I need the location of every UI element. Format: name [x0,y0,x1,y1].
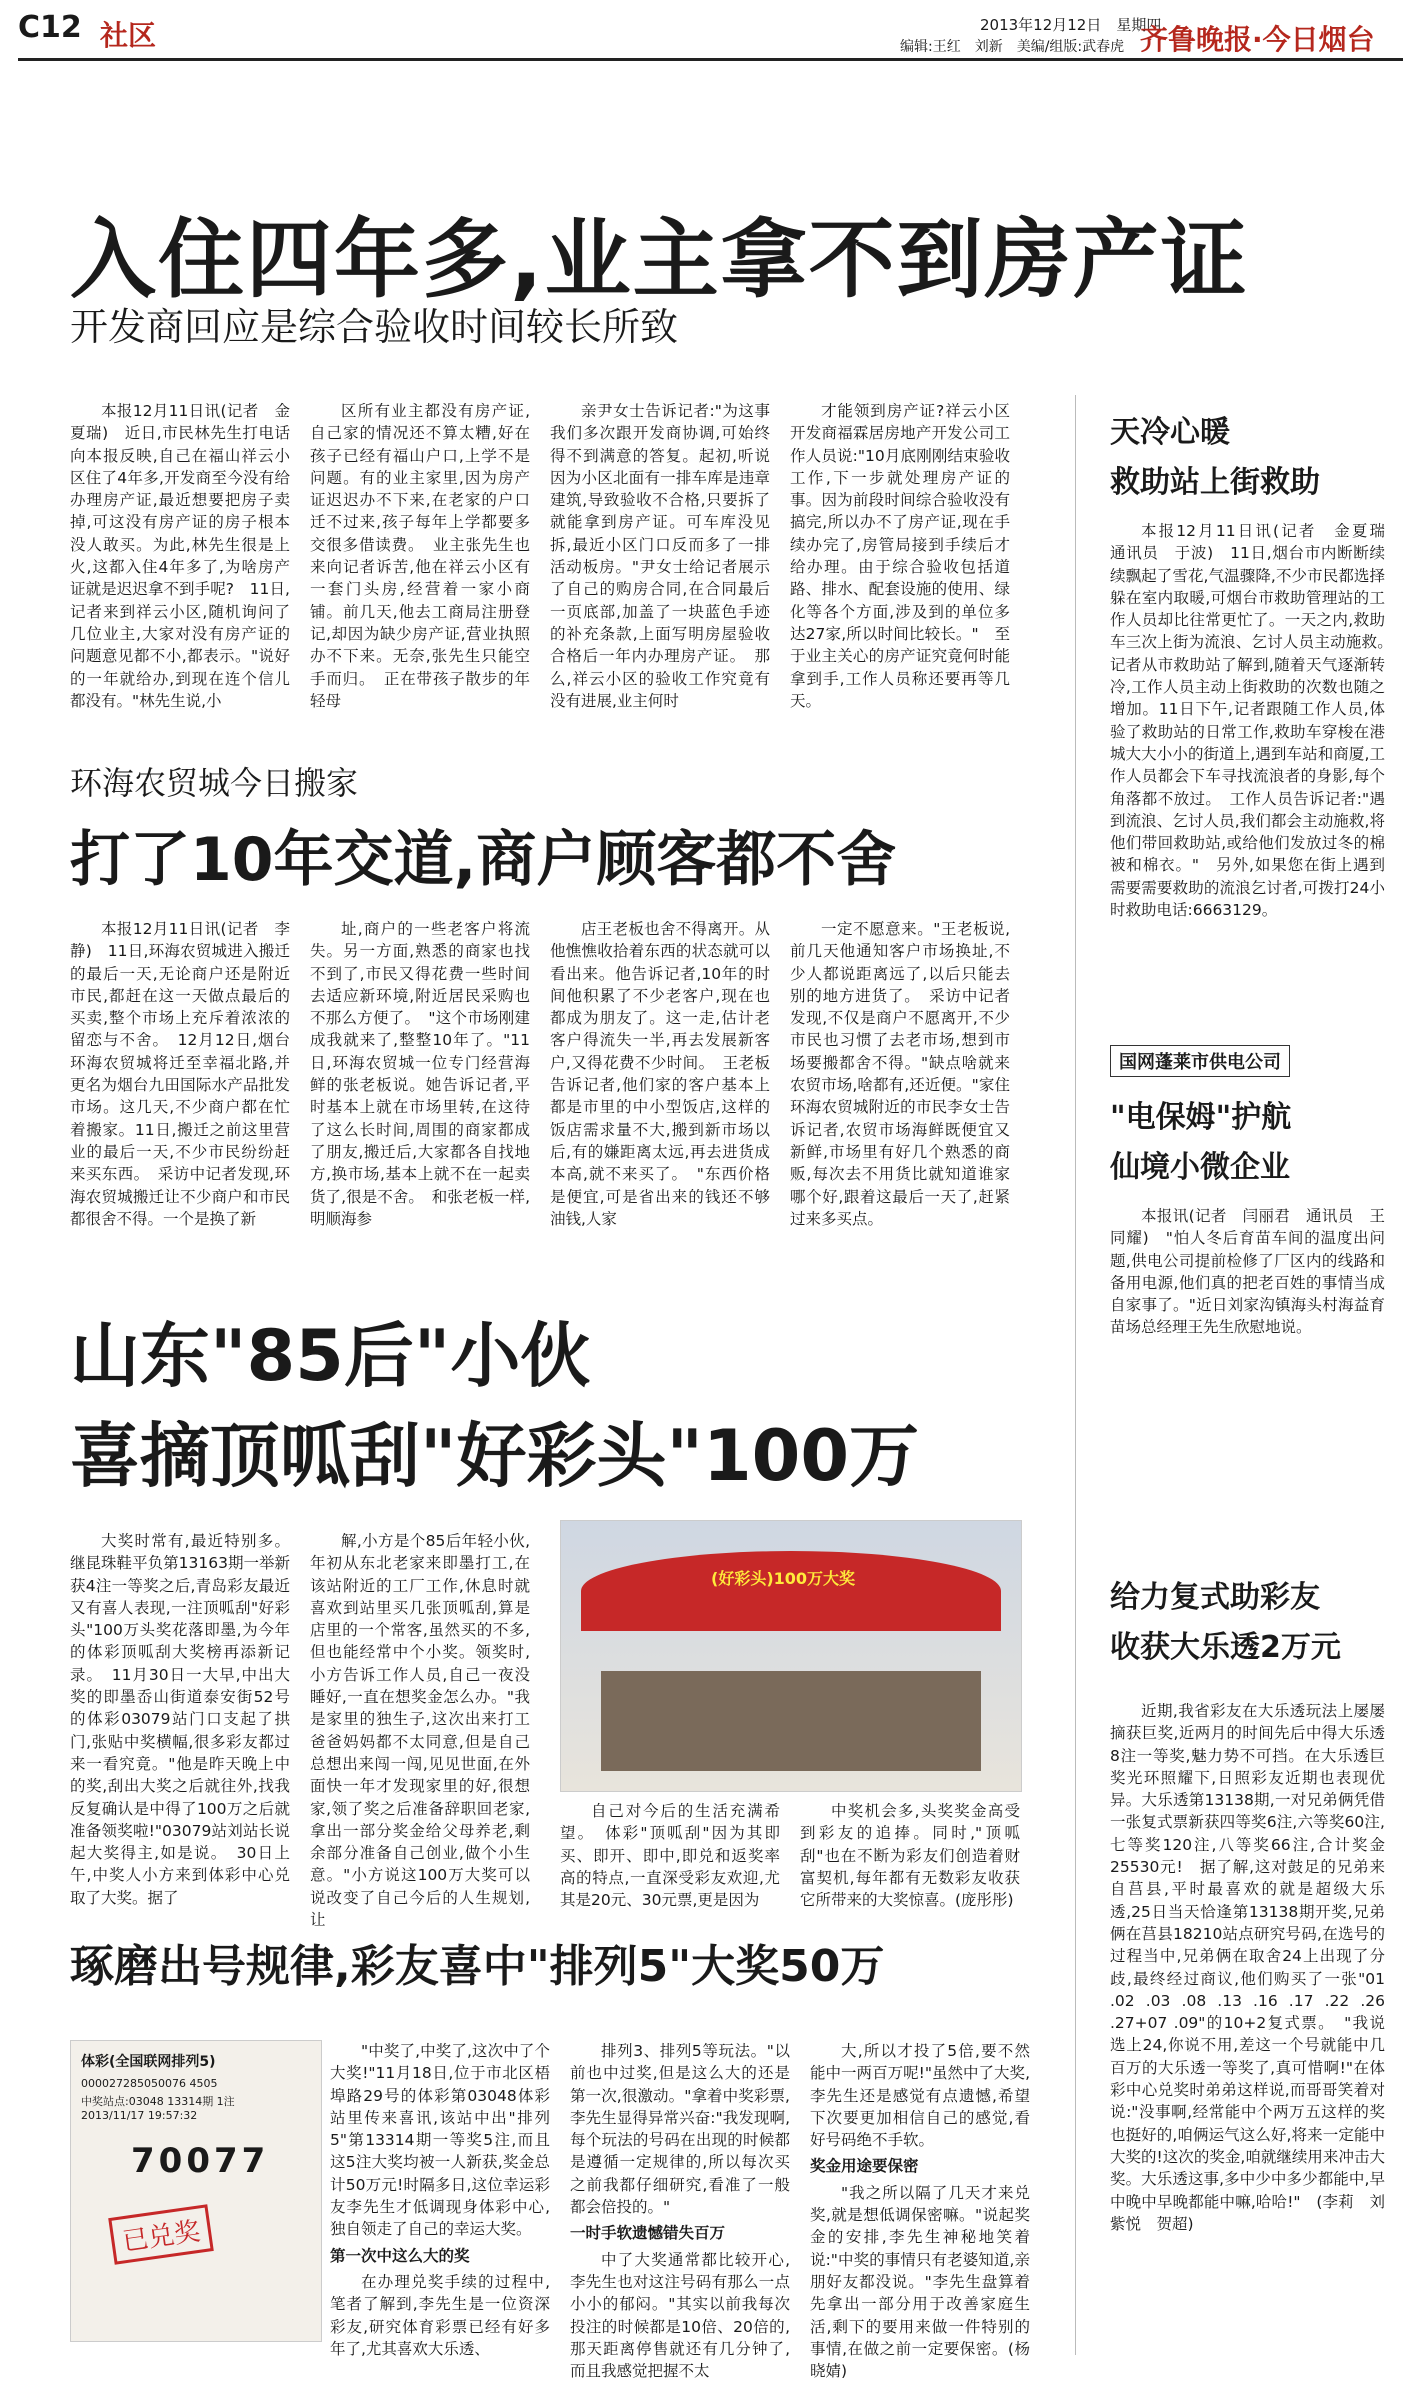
article2-headline: 打了10年交道,商户顾客都不舍 [70,825,897,895]
side1-title-1: 天冷心暖 [1110,415,1230,450]
editors-credit: 编辑:王红 刘新 美编/组版:武春虎 [900,39,1125,55]
article1-col2: 区所有业主都没有房产证,自己家的情况还不算太糟,好在孩子已经有福山户口,上学不是问题。有的业主家里,因为房产证迟迟办不下来,在老家的户口迁不过来,孩子每年上学都要多交很多借读费。 业主张先生也来向记者诉苦,他在祥云小区有一套门头房,经营着一家小商铺。前几天,他去工商局注册登记,却因为缺少房产证,营业执照办不下来。无奈,张先生只能空手而归。 正在带孩子散步的年轻母 [310,402,530,710]
article4-headline: 琢磨出号规律,彩友喜中"排列5"大奖50万 [70,1941,885,1992]
arch-banner-text: (好彩头)100万大奖 [711,1569,856,1588]
side1-body: 本报12月11日讯(记者 金夏瑞 通讯员 于波) 11日,烟台市内断断续续飘起了雪花,气温骤降,不少市民都选择躲在室内取暖,可烟台市救助管理站的工作人员却比往常更忙了。一天之内,救助车三次上街为流浪、乞讨人员主动施救。 记者从市救助站了解到,随着天气逐渐转冷,工作人员主动上街救助的次数也随之增加。11日下午,记者跟随工作人员,体验了救助站的日常工作,救助车穿梭在港城大大小小的街道上,遇到车站和商厦,工作人员都会下车寻找流浪者的身影,每个角落都不放过。 工作人员告诉记者:"遇到流浪、乞讨人员,我们都会主动施救,将他们带回救助站,或给他们发放过冬的棉被和棉衣。" 另外,如果您在街上遇到需要需要救助的流浪乞讨者,可拨打24小时救助电话:6663129。 [1110,522,1401,920]
lottery-ticket-photo [70,2040,322,2342]
article4-col1: "中奖了,中奖了,这次中了个大奖!"11月18日,位于市北区梧埠路29号的体彩第03048体彩站里传来喜讯,该站中出"排列5"第13314期一等奖5注,而且这5注大奖均被一人新获,奖金总计50万元!时隔多日,这位幸运彩友李先生才低调现身体彩中心,独自领走了自己的幸运大奖。 第一次中这么大的奖 在办理兑奖手续的过程中,笔者了解到,李先生是一位资深彩友,研究体育彩票已经有好多年了,尤其喜欢大乐透、 [330,2042,550,2358]
ticket-header: 体彩(全国联网排列5) [81,2054,216,2070]
side1-title-2: 救助站上街救助 [1110,465,1320,500]
sidebar-divider [1075,395,1076,2355]
side3-title-2: 收获大乐透2万元 [1110,1630,1341,1665]
article3-col4: 中奖机会多,头奖奖金高受到彩友的追捧。同时,"顶呱刮"也在不断为彩友们创造着财富契机,每年都有无数彩友收获它所带来的大奖惊喜。(庞彤彤) [800,1802,1020,1910]
article1-col1: 本报12月11日讯(记者 金夏瑞) 近日,市民林先生打电话向本报反映,自己在福山祥云小区住了4年多,开发商至今没有给办理房产证,最近想要把房子卖掉,可这没有房产证的房子根本没人敢买。为此,林先生很是上火,这都入住4年多了,为啥房产证就是迟迟拿不到手呢? 11日,记者来到祥云小区,随机询问了几位业主,大家对没有房产证的问题意见都不小,都表示。"说好的一年就给办,到现在连个信儿都没有。"林先生说,小 [70,402,290,710]
lottery-shop-photo [560,1520,1022,1792]
article3-col2: 解,小方是个85后年轻小伙,年初从东北老家来即墨打工,在该站附近的工厂工作,休息时就喜欢到站里买几张顶呱刮,算是店里的一个常客,虽然买的不多,但也能经常中个小奖。领奖时,小方告诉工作人员,自己一夜没睡好,一直在想奖金怎么办。"我是家里的独生子,这次出来打工爸爸妈妈都不太同意,但是自己总想出来闯一闯,见见世面,在外面快一年才发现家里的好,很想家,领了奖之后准备辞职回老家,拿出一部分奖金给父母养老,剩余部分准备自己创业,做个小生意。"小方说这100万大奖可以说改变了自己今后的人生规划,让 [310,1532,530,1930]
ticket-line-1: 000027285050076 4505 [81,2077,218,2090]
article4-col2: 排列3、排列5等玩法。"以前也中过奖,但是这么大的还是第一次,很激动。"拿着中奖彩票,李先生显得异常兴奋:"我发现啊,每个玩法的号码在出现的时候都是遵循一定规律的,所以每次买之前我都仔细研究,看准了一般都会倍投的。" 一时手软遗憾错失百万 中了大奖通常都比较开心,李先生也对这注号码有那么一点小小的郁闷。"其实以前我每次投注的时候都是10倍、20倍的,那天距离停售就还有几分钟了,而且我感觉把握不太 [570,2042,790,2381]
section-name: 社区 [100,19,157,52]
side3-body: 近期,我省彩友在大乐透玩法上屡屡摘获巨奖,近两月的时间先后中得大乐透8注一等奖,魅力势不可挡。在大乐透巨奖光环照耀下,日照彩友近期也表现优异。大乐透第13138期,一对兄弟俩凭借一张复式票新获四等奖6注,六等奖60注,七等奖120注,八等奖66注,合计奖金25530元! 据了解,这对鼓足的兄弟来自莒县,平时最喜欢的就是超级大乐透,25日当天恰逢第13138期开奖,兄弟俩在莒县18210站点研究号码,在选号的过程当中,兄弟俩在取舍24上出现了分歧,最终经过商议,他们购买了一张"01 .02 .03 .08 .13 .16 .17 .22 .26 .27+07 .09"的10+2复式票。 "我说选上24,你说不用,差这一个号就能中几百万的大乐透一等奖了,真可惜啊!"在体彩中心兑奖时弟弟这样说,而哥哥笑着对说:"没事啊,经常能中个两万五这样的奖也挺好的,咱俩运气这么好,将来一定能中大奖的!这次的奖金,咱就继续用来冲击大奖。大乐透这事,多中少中多少都能中,早中晚中早晚都能中嘛,哈哈!" (李莉 刘紫悦 贺超) [1110,1702,1385,2233]
article4-col3: 大,所以才投了5倍,要不然能中一两百万呢!"虽然中了大奖,李先生还是感觉有点遗憾,希望下次要更加相信自己的感觉,看好号码绝不手软。 奖金用途要保密 "我之所以隔了几天才来兑奖,就是想低调保密嘛。"说起奖金的安排,李先生神秘地笑着说:"中奖的事情只有老婆知道,亲朋好友都没说。"李先生盘算着先拿出一部分用于改善家庭生活,剩下的要用来做一件特别的事情,在做之前一定要保密。(杨晓婧) [810,2042,1030,2381]
ticket-numbers: 70077 [131,2141,270,2181]
redeemed-stamp: 已兑奖 [108,2204,214,2264]
shop-front [601,1671,981,1771]
ticket-line-2: 中奖站点:03048 13314期 1注 [81,2095,235,2108]
article3-col3: 自己对今后的生活充满希望。 体彩"顶呱刮"因为其即买、即开、即中,即兑和返奖率高的特点,一直深受彩友欢迎,尤其是20元、30元票,更是因为 [560,1802,780,1910]
article1-headline: 入住四年多,业主拿不到房产证 [70,210,1249,310]
article4-subhead-2: 一时手软遗憾错失百万 [570,2224,726,2243]
article2-col4: 一定不愿意来。"王老板说,前几天他通知客户市场换址,不少人都说距离远了,以后只能去别的地方进货了。 采访中记者发现,不仅是商户不愿离开,不少市民也习惯了去老市场,想到市场要搬都舍不得。"缺点啥就来农贸市场,啥都有,还近便。"家住环海农贸城附近的市民李女士告诉记者,农贸市场海鲜既便宜又新鲜,市场里有好几个熟悉的商贩,每次去不用货比就知道谁家哪个好,跟着这最后一天了,赶紧过来多买点。 [790,920,1010,1228]
issue-date: 2013年12月12日 星期四 [980,16,1162,34]
article3-headline-line1: 山东"85后"小伙 [70,1315,591,1397]
article1-col4: 才能领到房产证?祥云小区开发商福霖居房地产开发公司工作人员说:"10月底刚刚结束验收工作,下一步就处理房产证的事。因为前段时间综合验收没有搞完,所以办不了房产证,现在手续办完了,房管局接到手续后才给办理。由于综合验收包括道路、排水、配套设施的使用、绿化等各个方面,涉及到的单位多达27家,所以时间比较长。" 至于业主关心的房产证究竟何时能拿到手,工作人员称还要再等几天。 [790,402,1010,710]
page-number: C12 [18,10,82,45]
article2-col3: 店王老板也舍不得离开。从他憔憔收拾着东西的状态就可以看出来。他告诉记者,10年的时间他积累了不少老客户,现在也都成为朋友了。这一走,估计老客户得流失一半,再去发展新客户,又得花费不少时间。 王老板告诉记者,他们家的客户基本上都是市里的中小型饭店,这样的饭店需求量不大,搬到新市场以后,有的嫌距离太远,再去进货成本高,就不来买了。 "东西价格是便宜,可是省出来的钱还不够油钱,人家 [550,920,770,1228]
article3-headline-line2: 喜摘顶呱刮"好彩头"100万 [70,1415,920,1497]
side3-title-1: 给力复式助彩友 [1110,1580,1320,1615]
masthead-rule [18,58,1403,61]
article4-subhead-3: 奖金用途要保密 [810,2157,919,2176]
article4-subhead-1: 第一次中这么大的奖 [330,2246,470,2265]
side2-title-1: "电保姆"护航 [1110,1100,1292,1135]
inflatable-arch [581,1551,1001,1631]
side2-title-2: 仙境小微企业 [1110,1150,1290,1185]
article3-col1: 大奖时常有,最近特别多。继昆珠鞋平负第13163期一举新获4注一等奖之后,青岛彩友最近又有喜人表现,一注顶呱刮"好彩头"100万头奖花落即墨,为今年的体彩顶呱刮大奖榜再添新记录。 11月30日一大早,中出大奖的即墨岙山街道泰安街52号的体彩03079站门口支起了拱门,张贴中奖横幅,很多彩友都过来一看究竟。"他是昨天晚上中的奖,刮出大奖之后就往外,找我反复确认是中得了100万之后就准备领奖啦!"03079站刘站长说起大奖得主,如是说。 30日上午,中奖人小方来到体彩中心兑取了大奖。据了 [70,1532,290,1907]
article2-col2: 址,商户的一些老客户将流失。另一方面,熟悉的商家也找不到了,市民又得花费一些时间去适应新环境,附近居民采购也不那么方便了。 "这个市场刚建成我就来了,整整10年了。"11日,环海农贸城一位专门经营海鲜的张老板说。她告诉记者,平时基本上就在市场里转,在这待了这么长时间,周围的商家都成了朋友,搬迁后,大家都各自找地方,换市场,基本上就不在一起卖货了,很是不舍。 和张老板一样,明顺海参 [310,920,530,1228]
newspaper-logo: 齐鲁晚报·今日烟台 [1140,23,1375,56]
article1-col3: 亲尹女士告诉记者:"为这事我们多次跟开发商协调,可始终得不到满意的答复。起初,听说因为小区北面有一排车库是违章建筑,导致验收不合格,只要拆了就能拿到房产证。可车库没见拆,最近小区门口反而多了一排活动板房。"尹女士给记者展示了自己的购房合同,在合同最后一页底部,加盖了一块蓝色手迹的补充条款,上面写明房屋验收合格后一年内办理房产证。 那么,祥云小区的验收工作究竟有没有进展,业主何时 [550,402,770,710]
article2-col1: 本报12月11日讯(记者 李静) 11日,环海农贸城进入搬迁的最后一天,无论商户还是附近市民,都赶在这一天做点最后的买卖,整个市场上充斥着浓浓的留恋与不舍。 12月12日,烟台环海农贸城将迁至幸福北路,并更名为烟台九田国际水产品批发市场。这几天,不少商户都在忙着搬家。11日,搬迁之前这里营业的最后一天,不少市民纷纷赶来买东西。 采访中记者发现,环海农贸城搬迁让不少商户和市民都很舍不得。一个是换了新 [70,920,290,1228]
article2-kicker: 环海农贸城今日搬家 [70,764,359,802]
side2-body: 本报讯(记者 闫丽君 通讯员 王同耀) "怕人冬后育苗车间的温度出问题,供电公司提前检修了厂区内的线路和备用电源,他们真的把老百姓的事情当成自家事了。"近日刘家沟镇海头村海益育苗场总经理王先生欣慰地说。 [1110,1207,1385,1337]
ticket-line-3: 2013/11/17 19:57:32 [81,2109,198,2122]
article1-subheadline: 开发商回应是综合验收时间较长所致 [70,305,679,349]
side2-tag: 国网蓬莱市供电公司 [1110,1045,1290,1077]
